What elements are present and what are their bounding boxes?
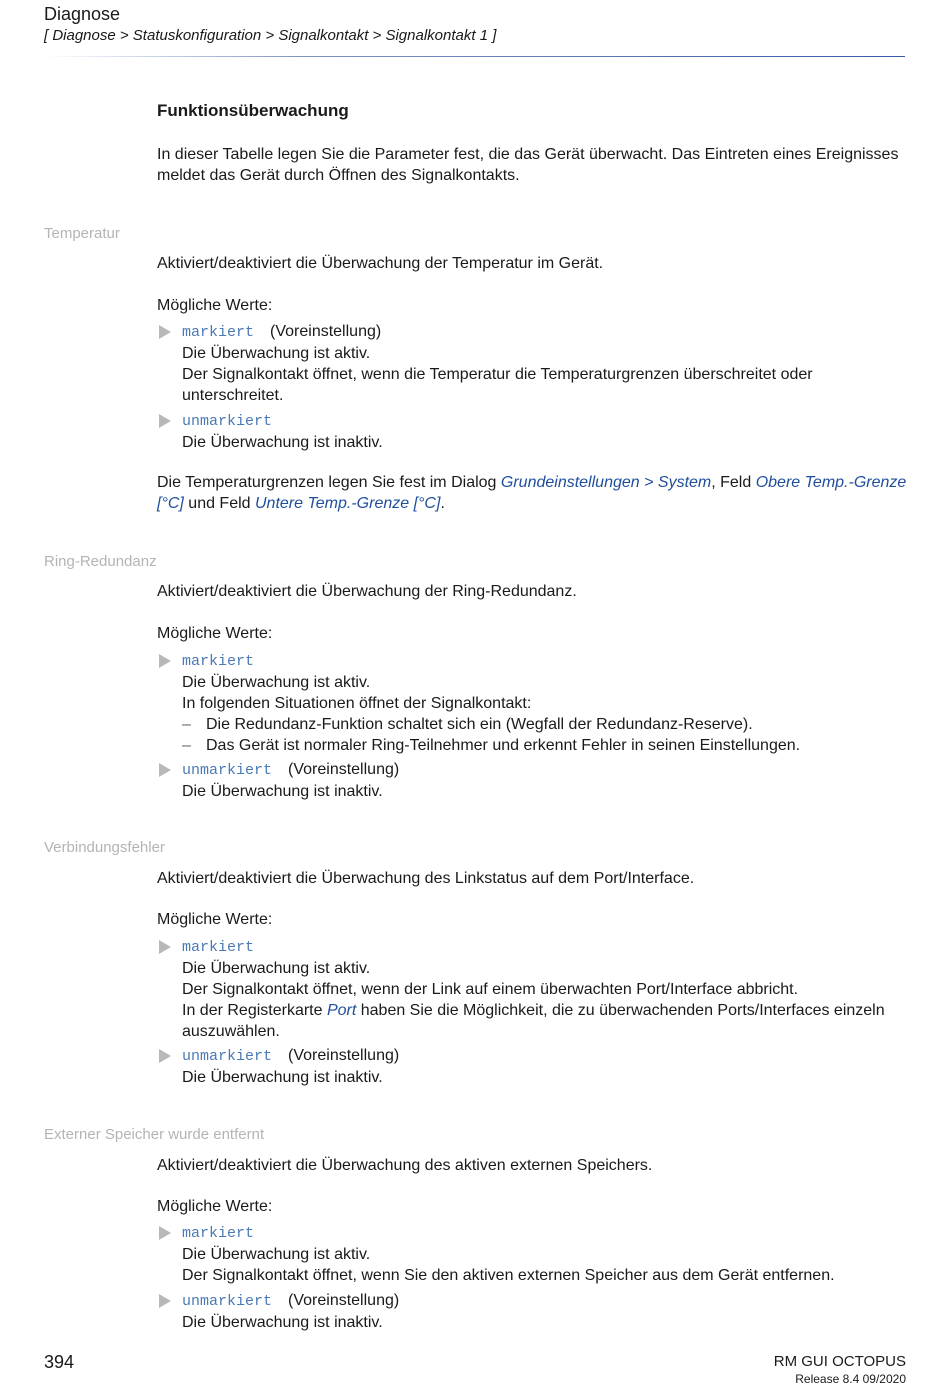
value-detail: Der Signalkontakt öffnet, wenn der Link auf einem überwachten Port/Interface abbricht. bbox=[182, 981, 799, 998]
value-state: Die Überwachung ist aktiv. bbox=[182, 674, 371, 691]
bullet-triangle-icon bbox=[159, 1294, 171, 1308]
possible-values-label: Mögliche Werte: bbox=[157, 297, 273, 314]
possible-values-label: Mögliche Werte: bbox=[157, 911, 273, 928]
value-item-unmarked bbox=[157, 1290, 909, 1333]
header-divider bbox=[44, 56, 905, 57]
bullet-triangle-icon bbox=[159, 414, 171, 428]
dash-list-item: – Das Gerät ist normaler Ring-Teilnehmer und erkennt Fehler in seinen Einstellungen. bbox=[182, 737, 801, 754]
value-code: markiert bbox=[182, 939, 255, 956]
possible-values-label: Mögliche Werte: bbox=[157, 625, 273, 642]
page-number: 394 bbox=[44, 1352, 75, 1372]
value-item-marked bbox=[157, 321, 909, 406]
port-tab-link[interactable]: Port bbox=[326, 1002, 357, 1019]
value-code: unmarkiert bbox=[182, 1048, 273, 1065]
param-description: Aktiviert/deaktiviert die Überwachung der Ring-Redundanz. bbox=[157, 583, 577, 600]
value-item-marked bbox=[157, 650, 909, 756]
param-description: Aktiviert/deaktiviert die Überwachung des Linkstatus auf dem Port/Interface. bbox=[157, 870, 695, 887]
param-label-temperatur: Temperatur bbox=[44, 225, 120, 242]
default-note: (Voreinstellung) bbox=[288, 1292, 400, 1309]
param-description: Aktiviert/deaktiviert die Überwachung des aktiven externen Speichers. bbox=[157, 1157, 653, 1174]
dash-list-item: – Die Redundanz-Funktion schaltet sich ein (Wegfall der Redundanz-Reserve). bbox=[182, 716, 753, 733]
section-heading: Funktionsüberwachung bbox=[157, 101, 349, 120]
param-description: Aktiviert/deaktiviert die Überwachung der Temperatur im Gerät. bbox=[157, 255, 604, 272]
value-state: Die Überwachung ist inaktiv. bbox=[182, 434, 383, 451]
value-detail: In folgenden Situationen öffnet der Signalkontakt: bbox=[182, 695, 532, 712]
bullet-triangle-icon bbox=[159, 1049, 171, 1063]
value-detail: Der Signalkontakt öffnet, wenn die Temperatur die Temperaturgrenzen überschreitet oder unterschreitet. bbox=[182, 366, 813, 404]
value-item-marked bbox=[157, 1222, 909, 1286]
param-label-externer-speicher: Externer Speicher wurde entfernt bbox=[44, 1126, 265, 1143]
value-code: markiert bbox=[182, 324, 255, 341]
value-state: Die Überwachung ist inaktiv. bbox=[182, 783, 383, 800]
value-state: Die Überwachung ist aktiv. bbox=[182, 345, 371, 362]
default-note: (Voreinstellung) bbox=[270, 323, 382, 340]
dialog-link[interactable]: Grundeinstellungen > System bbox=[500, 474, 712, 491]
section-intro: In dieser Tabelle legen Sie die Parameter fest, die das Gerät überwacht. Das Eintreten eines Ereignisses meldet das Gerät durch Öffnen des Signalkontakts. bbox=[157, 146, 899, 184]
value-code: unmarkiert bbox=[182, 762, 273, 779]
value-state: Die Überwachung ist aktiv. bbox=[182, 1246, 371, 1263]
value-code: unmarkiert bbox=[182, 1293, 273, 1310]
release-info: Release 8.4 09/2020 bbox=[795, 1372, 906, 1386]
value-detail: In der Registerkarte Port haben Sie die Möglichkeit, die zu überwachenden Ports/Interfaces einzeln auszuwählen. bbox=[182, 1002, 885, 1040]
value-item-unmarked bbox=[157, 759, 909, 802]
value-detail: Der Signalkontakt öffnet, wenn Sie den aktiven externen Speicher aus dem Gerät entfernen. bbox=[182, 1267, 835, 1284]
param-label-ring-redundanz: Ring-Redundanz bbox=[44, 553, 157, 570]
value-code: unmarkiert bbox=[182, 413, 273, 430]
product-name: RM GUI OCTOPUS bbox=[773, 1353, 906, 1370]
value-state: Die Überwachung ist inaktiv. bbox=[182, 1069, 383, 1086]
value-state: Die Überwachung ist aktiv. bbox=[182, 960, 371, 977]
breadcrumb: [ Diagnose > Statuskonfiguration > Signalkontakt > Signalkontakt 1 ] bbox=[44, 27, 497, 44]
bullet-triangle-icon bbox=[159, 940, 171, 954]
chapter-title: Diagnose bbox=[44, 4, 121, 24]
value-state: Die Überwachung ist inaktiv. bbox=[182, 1314, 383, 1331]
value-code: markiert bbox=[182, 1225, 255, 1242]
bullet-triangle-icon bbox=[159, 763, 171, 777]
field-link-lower[interactable]: Untere Temp.-Grenze [°C] bbox=[255, 495, 441, 512]
bullet-triangle-icon bbox=[159, 654, 171, 668]
value-item-unmarked bbox=[157, 410, 909, 453]
value-item-marked bbox=[157, 936, 909, 1042]
param-label-verbindungsfehler: Verbindungsfehler bbox=[44, 839, 165, 856]
value-item-unmarked bbox=[157, 1045, 909, 1088]
value-code: markiert bbox=[182, 653, 255, 670]
temperature-limits-note: Die Temperaturgrenzen legen Sie fest im Dialog Grundeinstellungen > System, Feld Obere Temp.-Grenze [°C] und Feld Untere Temp.-Grenze [°C]. bbox=[157, 474, 907, 512]
bullet-triangle-icon bbox=[159, 325, 171, 339]
default-note: (Voreinstellung) bbox=[288, 761, 400, 778]
default-note: (Voreinstellung) bbox=[288, 1047, 400, 1064]
possible-values-label: Mögliche Werte: bbox=[157, 1198, 273, 1215]
field-link-upper[interactable]: Obere Temp.-Grenze [°C] bbox=[157, 474, 907, 512]
bullet-triangle-icon bbox=[159, 1226, 171, 1240]
